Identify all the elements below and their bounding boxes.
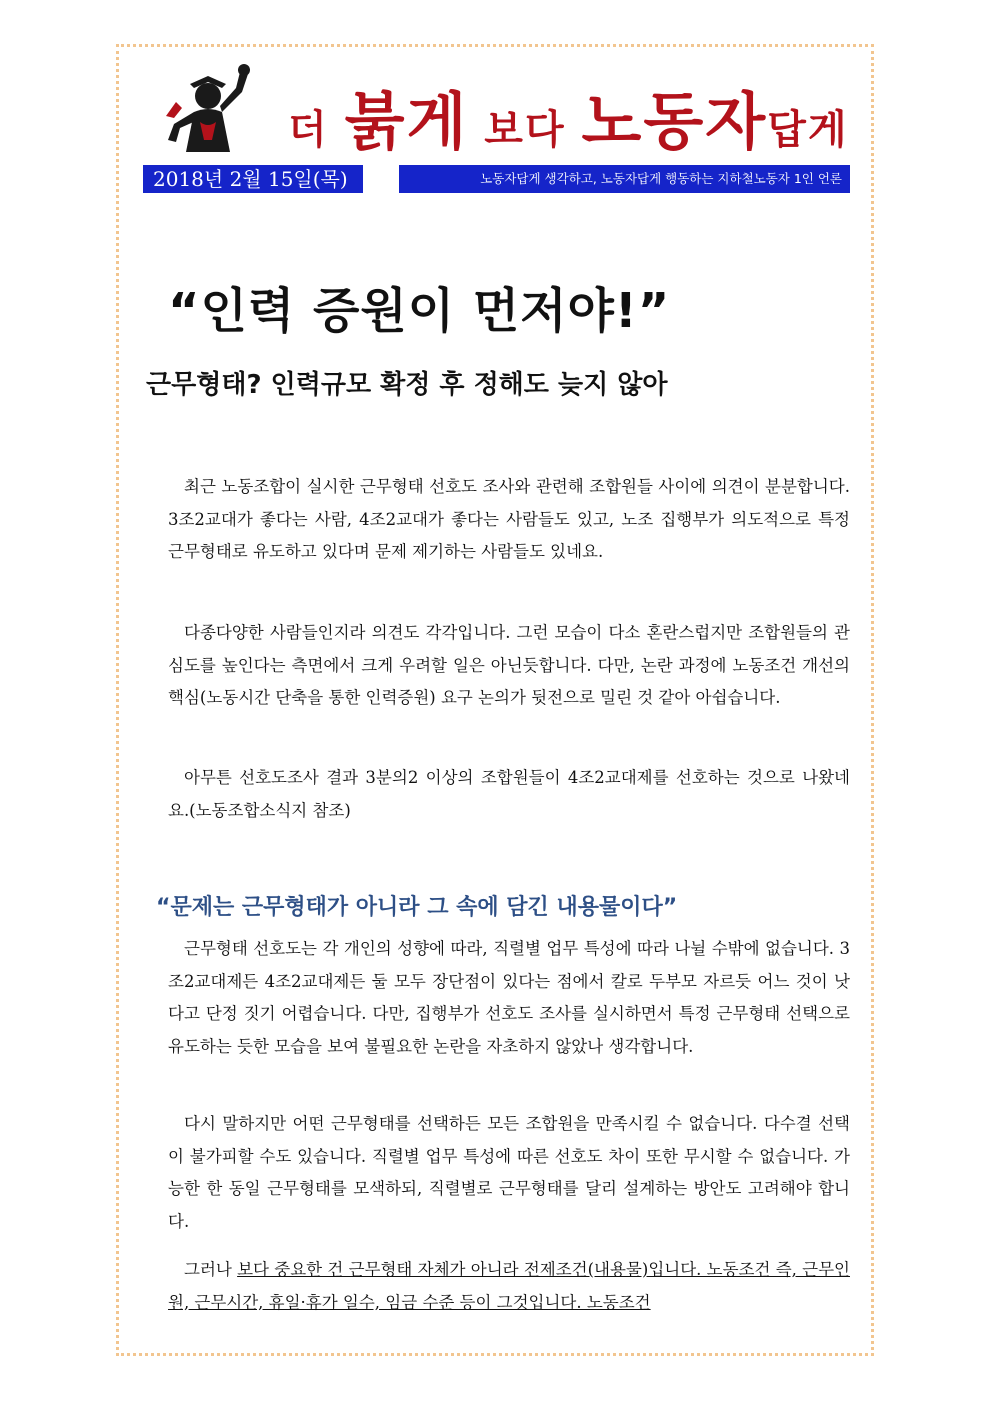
tagline: 노동자답게 생각하고, 노동자답게 행동하는 지하철노동자 1인 언론 — [399, 165, 850, 193]
paragraph-6-lead: 그러나 — [184, 1260, 238, 1279]
masthead — [160, 62, 850, 162]
paragraph-1: 최근 노동조합이 실시한 근무형태 선호도 조사와 관련해 조합원들 사이에 의견이 분분합니다. 3조2교대가 좋다는 사람, 4조2교대가 좋다는 사람들도 있고, 노조 집행부가 의도적으로 특정 근무형태로 유도하고 있다며 문제 제기하는 사람들도 있네요. — [168, 477, 850, 561]
title-part-1: 더 — [288, 106, 345, 153]
paragraph-5: 다시 말하지만 어떤 근무형태를 선택하든 모든 조합원을 만족시킬 수 없습니다. 다수결 선택이 불가피할 수도 있습니다. 직렬별 업무 특성에 따른 선호도 차이 또한 무시할 수 없습니다. 가능한 한 동일 근무형태를 모색하되, 직렬별로 근무형태를 달리 설계하는 방안도 고려해야 합니다. — [168, 1114, 850, 1231]
worker-logo-icon — [160, 62, 256, 158]
paragraph-3: 아무튼 선호도조사 결과 3분의2 이상의 조합원들이 4조2교대제를 선호하는 것으로 나왔네요.(노동조합소식지 참조) — [168, 768, 850, 820]
title-part-5: 답게 — [767, 106, 849, 153]
title-part-3: 보다 — [468, 106, 582, 153]
paragraph-6-underlined: 보다 중요한 건 근무형태 자체가 아니라 전제조건(내용물)입니다. 노동조건 즉, 근무인원, 근무시간, 휴일·휴가 일수, 임금 수준 등이 그것입니다. 노동조건 — [168, 1260, 850, 1312]
paragraph-6 — [168, 1254, 850, 1319]
title-part-4: 노동자 — [581, 85, 768, 158]
headline: “인력 증원이 먼저야!” — [168, 283, 671, 339]
masthead-bar — [143, 165, 850, 193]
issue-date: 2018년 2월 15일(목) — [143, 165, 363, 193]
title-part-2: 붉게 — [344, 85, 469, 158]
subheadline: 근무형태? 인력규모 확정 후 정해도 늦지 않아 — [146, 370, 668, 400]
newsletter-title — [288, 72, 848, 161]
paragraph-2: 다종다양한 사람들인지라 의견도 각각입니다. 그런 모습이 다소 혼란스럽지만 조합원들의 관심도를 높인다는 측면에서 크게 우려할 일은 아닌듯합니다. 다만, 논란 과정에 노동조건 개선의 핵심(노동시간 단축을 통한 인력증원) 요구 논의가 뒷전으로 밀린 것 같아 아쉽습니다. — [168, 623, 850, 707]
paragraph-4: 근무형태 선호도는 각 개인의 성향에 따라, 직렬별 업무 특성에 따라 나뉠 수밖에 없습니다. 3조2교대제든 4조2교대제든 둘 모두 장단점이 있다는 점에서 칼로 두부모 자르듯 어느 것이 낫다고 단정 짓기 어렵습니다. 다만, 집행부가 선호도 조사를 실시하면서 특정 근무형태 선택으로 유도하는 듯한 모습을 보여 불필요한 논란을 자초하지 않았나 생각합니다. — [168, 939, 850, 1056]
section-heading: “문제는 근무형태가 아니라 그 속에 담긴 내용물이다” — [156, 895, 678, 920]
